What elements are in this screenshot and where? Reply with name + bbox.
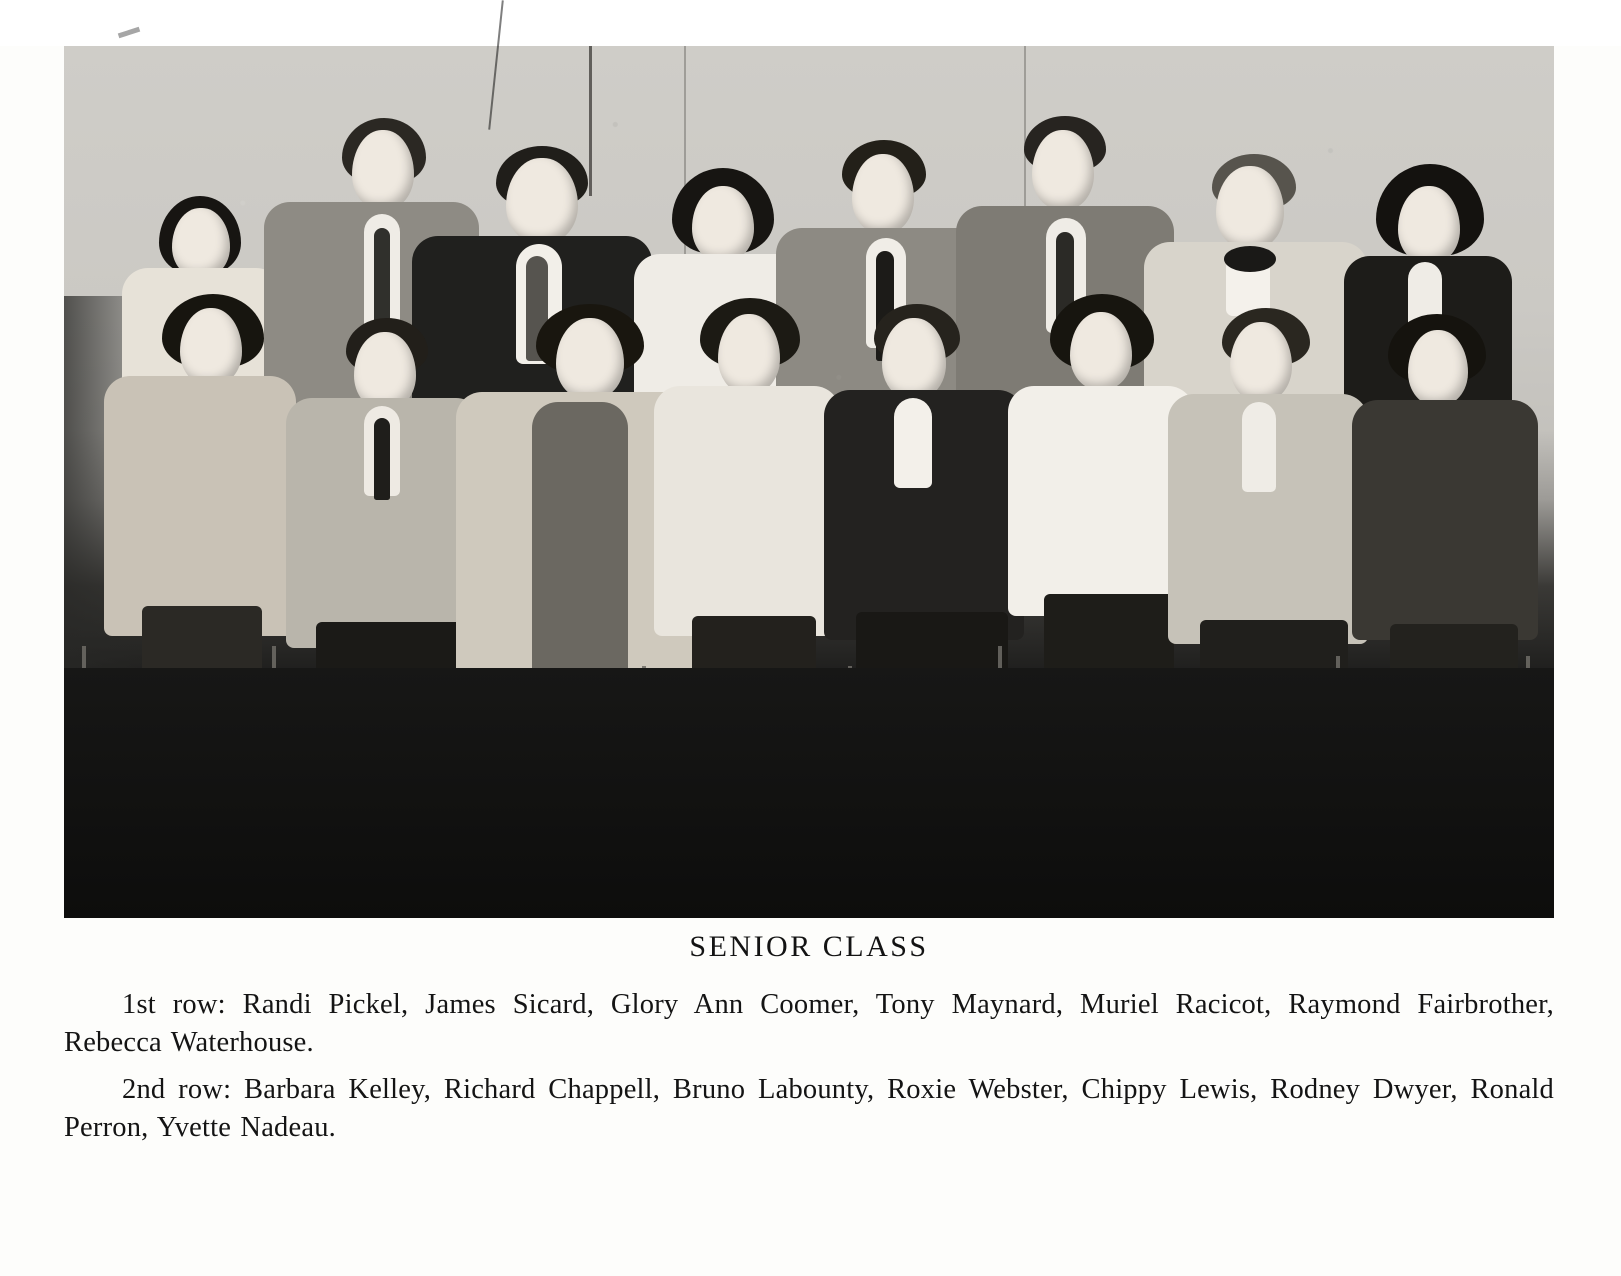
senior-class-photo (64, 46, 1554, 918)
caption-row-2: 2nd row: Barbara Kelley, Richard Chappell, Bruno Labounty, Roxie Webster, Chippy Lewis, Rodney Dwyer, Ronald Perron, Yvette Nadeau. (64, 1074, 1554, 1143)
photo-floor (64, 668, 1554, 918)
caption-row-1: 1st row: Randi Pickel, James Sicard, Glory Ann Coomer, Tony Maynard, Muriel Racicot, Raymond Fairbrother, Rebecca Waterhouse. (64, 989, 1554, 1058)
caption-block (64, 930, 1554, 1156)
wall-seam (589, 46, 592, 196)
photo-image (64, 46, 1554, 918)
page-top-margin (0, 0, 1621, 46)
photo-title: SENIOR CLASS (689, 930, 929, 963)
